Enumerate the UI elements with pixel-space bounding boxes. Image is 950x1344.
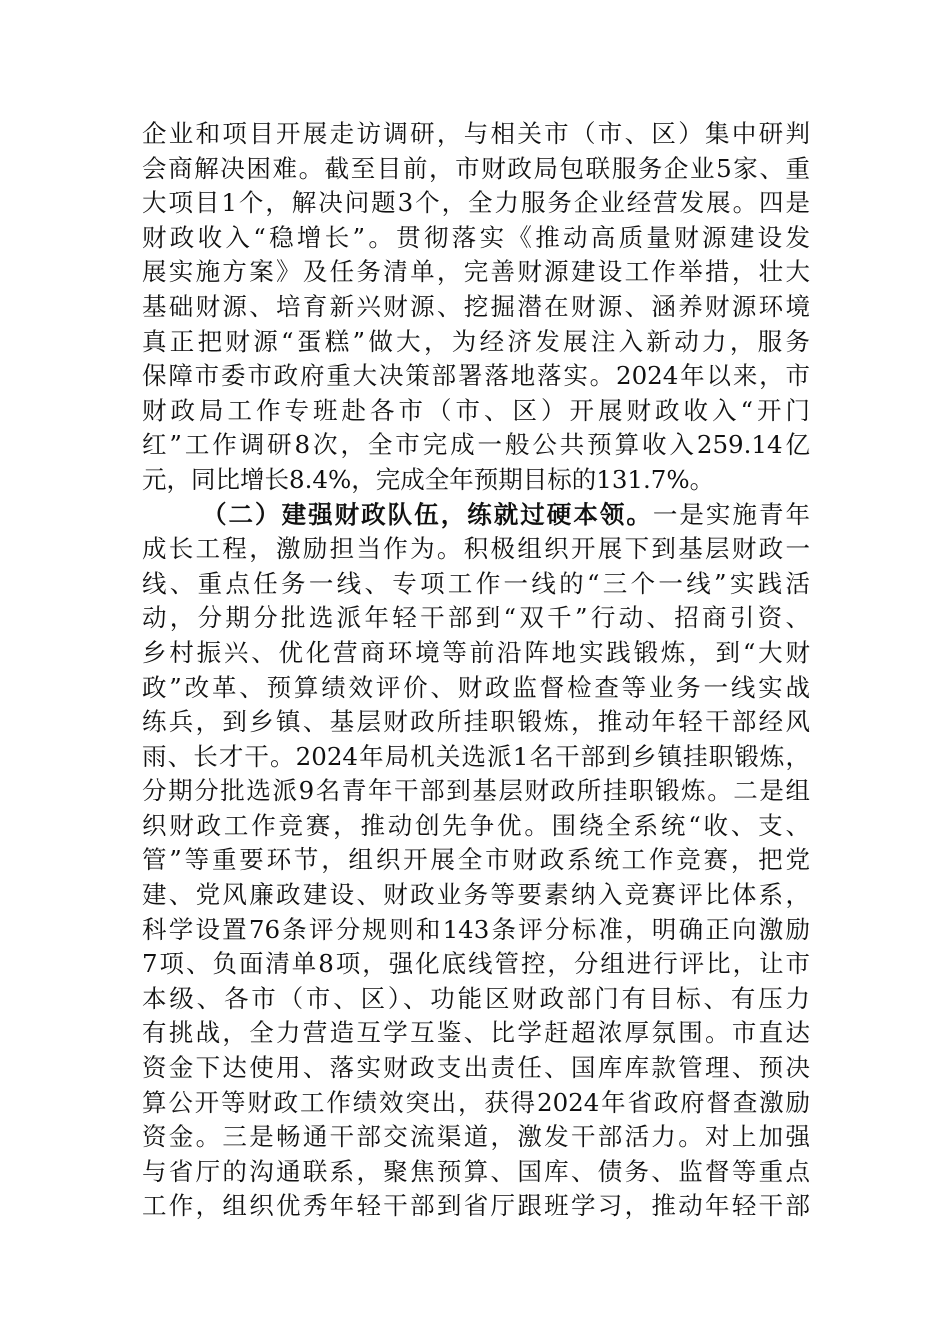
text-line: 工作，组织优秀年轻干部到省厅跟班学习，推动年轻干部 [142,1191,810,1221]
text-line: 动，分期分批选派年轻干部到“双千”行动、招商引资、 [142,603,810,633]
text-line: 建、党风廉政建设、财政业务等要素纳入竞赛评比体系， [142,880,810,910]
text-line: 资金。三是畅通干部交流渠道，激发干部活力。对上加强 [142,1122,810,1152]
text-line: 元，同比增长8.4%，完成全年预期目标的131.7%。 [142,464,715,494]
text-line: 算公开等财政工作绩效突出，获得2024年省政府督查激励 [142,1087,810,1117]
text-line: 会商解决困难。截至目前，市财政局包联服务企业5家、重 [142,153,810,183]
text-line: 政”改革、预算绩效评价、财政监督检查等业务一线实战 [142,672,810,702]
body-text [142,117,810,1224]
text-line: 管”等重要环节，组织开展全市财政系统工作竞赛，把党 [142,845,810,875]
text-line: 企业和项目开展走访调研，与相关市（市、区）集中研判 [142,119,810,148]
section-heading-rest: 一是实施青年 [652,499,811,529]
text-line: 与省厅的沟通联系，聚焦预算、国库、债务、监督等重点 [142,1156,810,1186]
text-line: 科学设置76条评分规则和143条评分标准，明确正向激励 [142,914,810,944]
section-heading: （二）建强财政队伍，练就过硬本领。 [202,499,653,529]
text-line: 雨、长才干。2024年局机关选派1名干部到乡镇挂职锻炼， [142,741,810,771]
text-line: 分期分批选派9名青年干部到基层财政所挂职锻炼。二是组 [142,776,810,806]
text-line: 真正把财源“蛋糕”做大，为经济发展注入新动力，服务 [142,326,810,356]
text-line: 财政局工作专班赴各市（市、区）开展财政收入“开门 [142,395,810,425]
text-line: 财政收入“稳增长”。贯彻落实《推动高质量财源建设发 [142,222,810,252]
text-line: 成长工程，激励担当作为。积极组织开展下到基层财政一 [142,534,810,564]
text-line: 织财政工作竞赛，推动创先争优。围绕全系统“收、支、 [142,810,810,840]
text-line: 大项目1个，解决问题3个，全力服务企业经营发展。四是 [142,188,810,218]
text-line: 线、重点任务一线、专项工作一线的“三个一线”实践活 [142,568,810,598]
section-heading-line [142,498,810,533]
text-line: 7项、负面清单8项，强化底线管控，分组进行评比，让市 [142,949,810,979]
text-line: 展实施方案》及任务清单，完善财源建设工作举措，壮大 [142,257,810,287]
text-line: 保障市委市政府重大决策部署落地落实。2024年以来，市 [142,361,810,391]
text-line: 本级、各市（市、区）、功能区财政部门有目标、有压力 [142,983,810,1013]
text-line: 基础财源、培育新兴财源、挖掘潜在财源、涵养财源环境 [142,291,810,321]
text-line: 练兵，到乡镇、基层财政所挂职锻炼，推动年轻干部经风 [142,707,810,737]
text-line: 资金下达使用、落实财政支出责任、国库库款管理、预决 [142,1053,810,1083]
text-line: 红”工作调研8次，全市完成一般公共预算收入259.14亿 [142,430,810,460]
text-line: 乡村振兴、优化营商环境等前沿阵地实践锻炼，到“大财 [142,637,810,667]
text-line: 有挑战，全力营造互学互鉴、比学赶超浓厚氛围。市直达 [142,1018,810,1048]
